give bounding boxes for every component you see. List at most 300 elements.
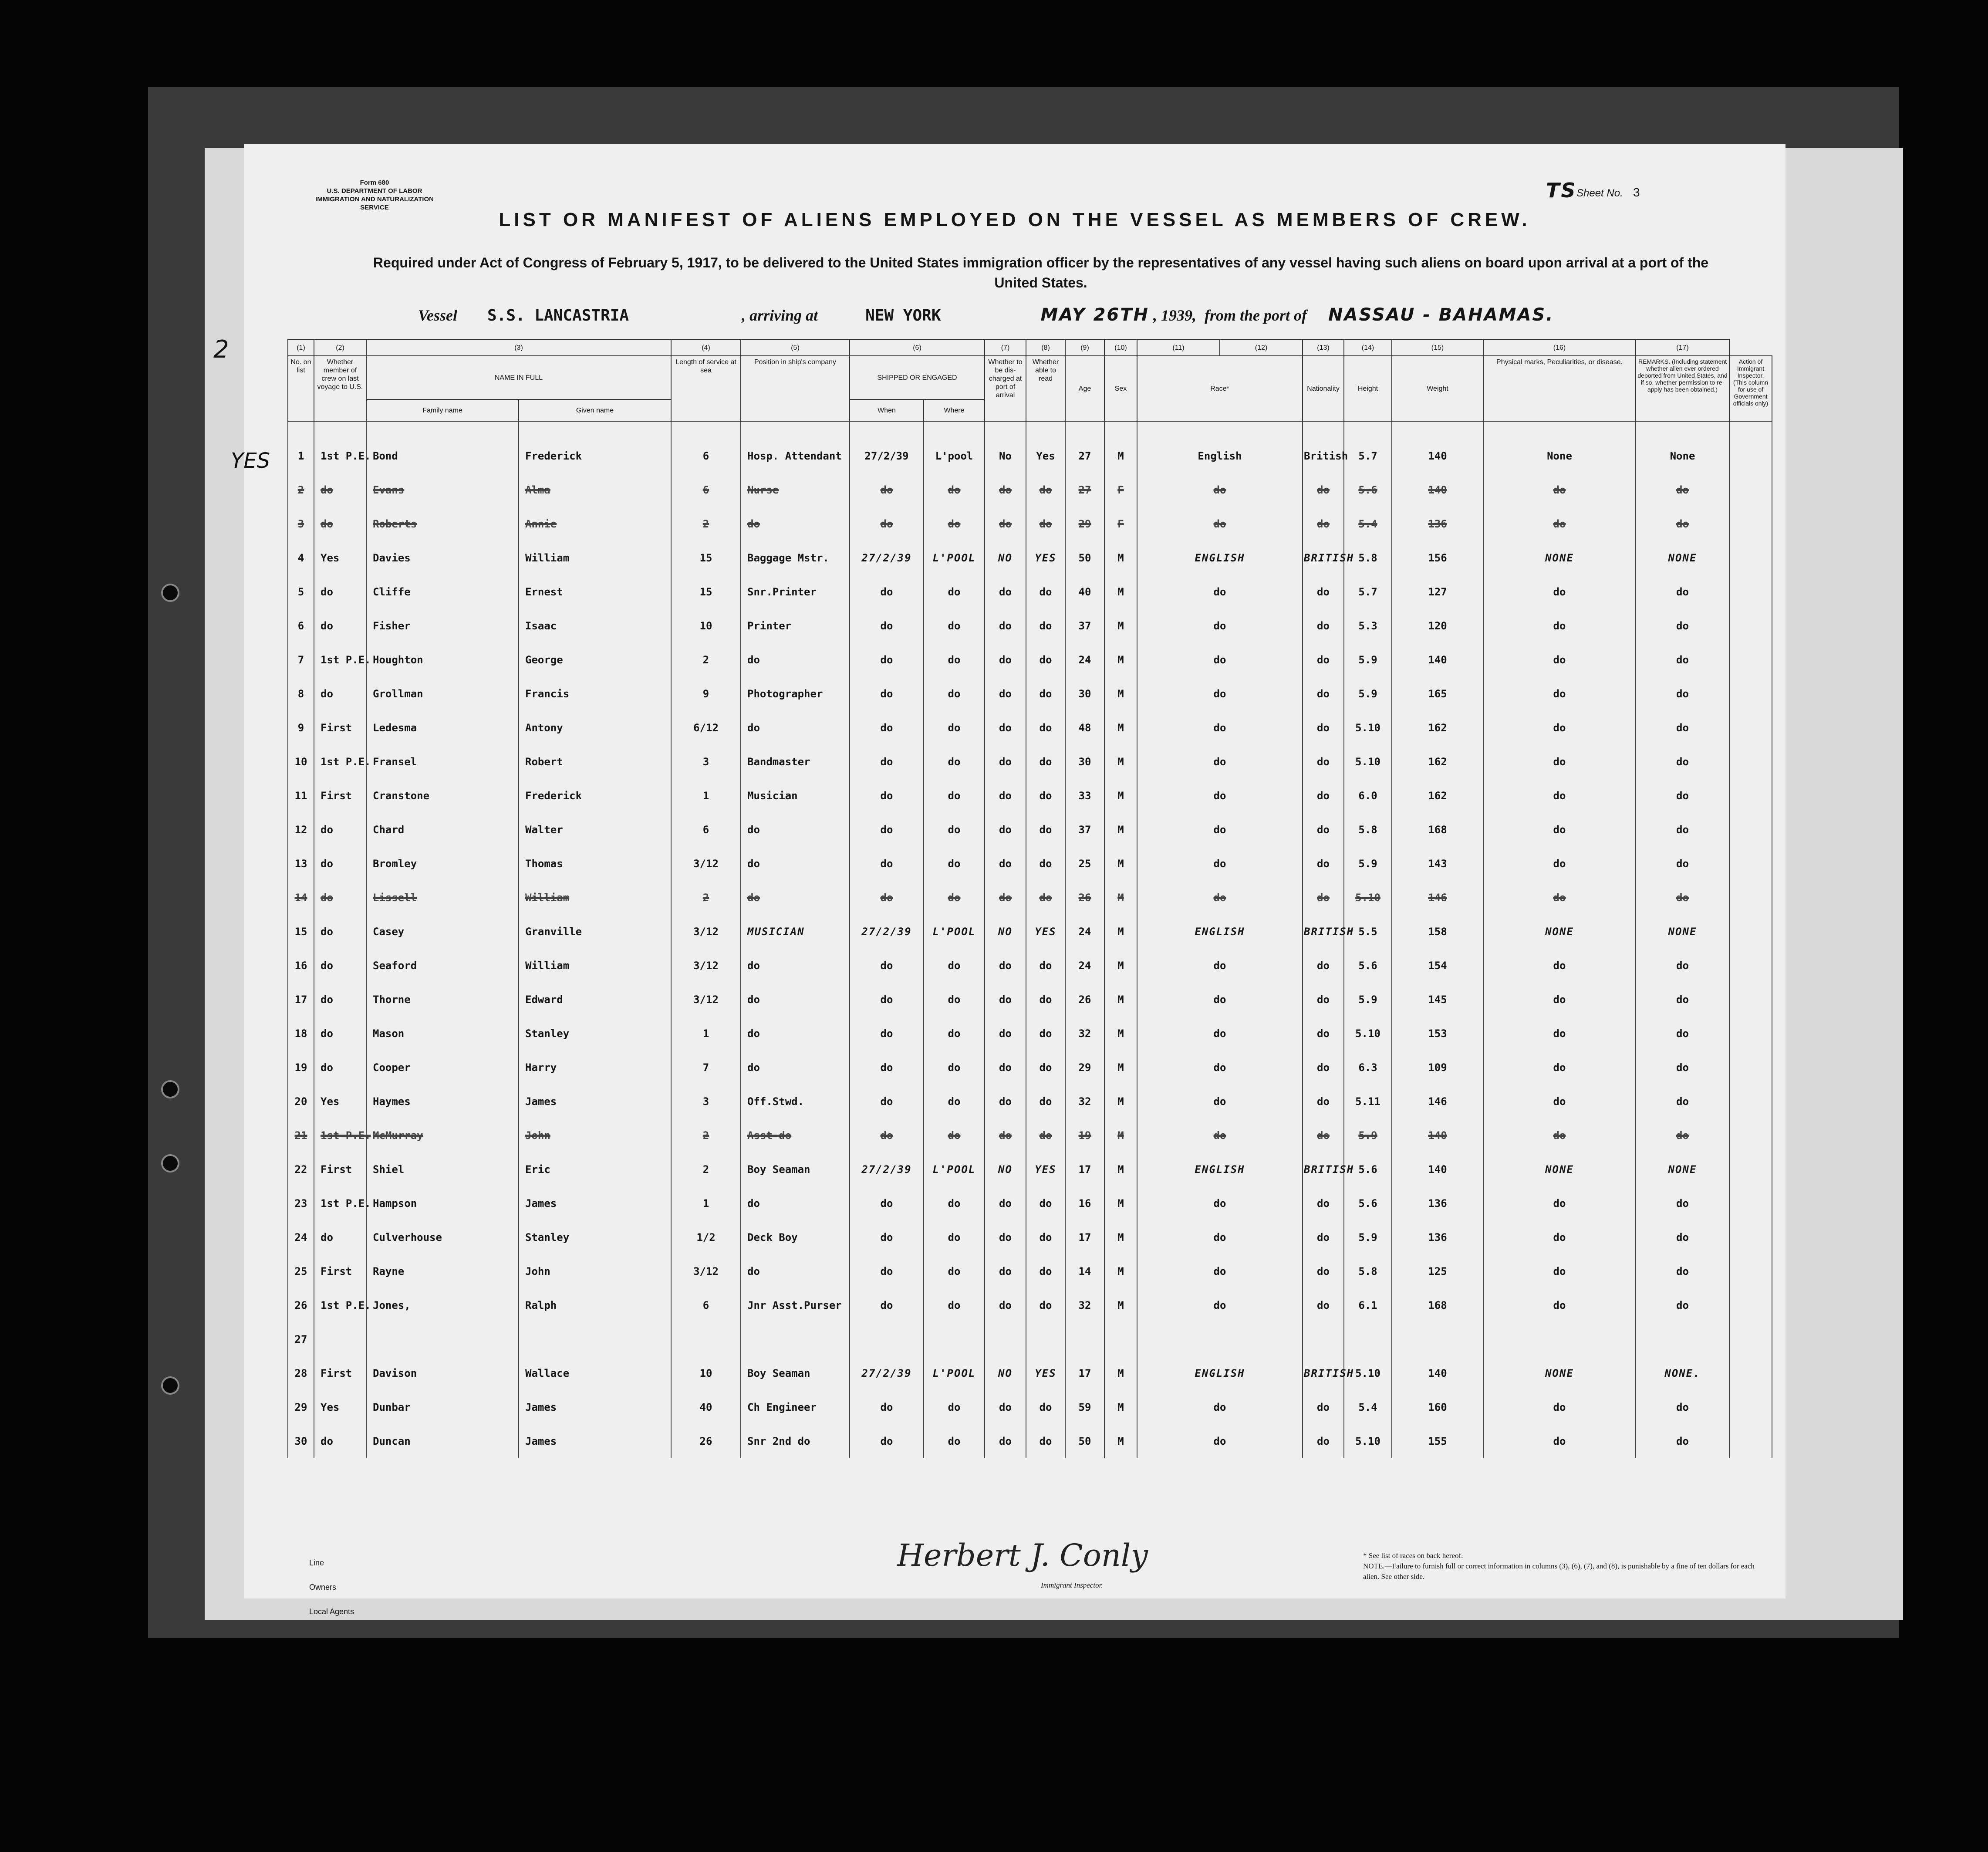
discharged-cell: NO (985, 541, 1026, 575)
table-row (288, 1322, 1772, 1356)
length-of-service-cell: 2 (671, 507, 741, 541)
height-cell: 5.9 (1344, 643, 1392, 677)
col-num-9: (9) (1065, 339, 1104, 356)
sex-cell: M (1104, 1254, 1137, 1288)
family-name-cell: Cooper (366, 1051, 519, 1085)
penalty-note: NOTE.—Failure to furnish full or correct information in columns (3), (6), (7), and (8), is punishable by a fine of ten dollars for each alien. See other side. (1363, 1562, 1755, 1581)
header-sex: Sex (1104, 356, 1137, 421)
length-of-service-cell: 9 (671, 677, 741, 711)
age-cell: 37 (1065, 813, 1104, 847)
physical-marks-cell: do (1483, 643, 1636, 677)
service-name: IMMIGRATION AND NATURALIZATION SERVICE (315, 196, 434, 211)
position-cell: Musician (741, 779, 850, 813)
weight-cell (1392, 1322, 1483, 1356)
discharged-cell: do (985, 779, 1026, 813)
given-name-cell: Francis (519, 677, 671, 711)
header-member: Whether member of crew on last voyage to U.S. (314, 356, 366, 421)
family-name-cell: Cranstone (366, 779, 519, 813)
table-row (288, 745, 1772, 779)
discharged-cell: do (985, 1220, 1026, 1254)
discharged-cell: do (985, 881, 1026, 915)
weight-cell: 160 (1392, 1390, 1483, 1424)
position-cell: Photographer (741, 677, 850, 711)
shipped-where-cell: do (924, 949, 985, 983)
header-height: Height (1344, 356, 1392, 421)
header-read: Whether able to read (1026, 356, 1065, 421)
footer-labels (309, 1551, 354, 1624)
family-name-cell: Mason (366, 1017, 519, 1051)
height-cell: 5.4 (1344, 507, 1392, 541)
remarks-cell: do (1636, 1119, 1729, 1152)
weight-cell: 125 (1392, 1254, 1483, 1288)
document-subtitle: Required under Act of Congress of February 5, 1917, to be delivered to the United States immigration officer by the representatives of any vessel having such aliens on board upon arrival at a port of the United States. (373, 255, 1709, 291)
discharged-cell: do (985, 711, 1026, 745)
able-to-read-cell: do (1026, 1119, 1065, 1152)
margin-mark-yes: YES (231, 449, 270, 473)
inspector-action-cell (1729, 473, 1772, 507)
remarks-cell: do (1636, 643, 1729, 677)
row-number-cell: 15 (288, 915, 314, 949)
weight-cell: 140 (1392, 1152, 1483, 1186)
shipped-where-cell: do (924, 847, 985, 881)
nationality-cell (1303, 1322, 1344, 1356)
sex-cell (1104, 1322, 1137, 1356)
nationality-cell: do (1303, 609, 1344, 643)
given-name-cell: William (519, 881, 671, 915)
inspector-label: Immigrant Inspector. (1041, 1581, 1103, 1589)
able-to-read-cell: do (1026, 473, 1065, 507)
height-cell: 5.8 (1344, 541, 1392, 575)
weight-cell: 140 (1392, 1119, 1483, 1152)
inspector-action-cell (1729, 541, 1772, 575)
weight-cell: 158 (1392, 915, 1483, 949)
member-of-crew-cell: do (314, 1424, 366, 1458)
nationality-cell: BRITISH (1303, 1356, 1344, 1390)
table-row (288, 473, 1772, 507)
shipped-where-cell: do (924, 881, 985, 915)
discharged-cell (985, 1322, 1026, 1356)
shipped-when-cell: do (850, 1254, 924, 1288)
weight-cell: 168 (1392, 813, 1483, 847)
weight-cell: 165 (1392, 677, 1483, 711)
race-cell: do (1137, 1288, 1303, 1322)
inspector-action-cell (1729, 575, 1772, 609)
given-name-cell: James (519, 1186, 671, 1220)
discharged-cell: do (985, 1119, 1026, 1152)
col-num-2: (2) (314, 339, 366, 356)
able-to-read-cell: do (1026, 881, 1065, 915)
nationality-cell: do (1303, 473, 1344, 507)
height-cell: 5.6 (1344, 1152, 1392, 1186)
header-when: When (850, 399, 924, 421)
discharged-cell: NO (985, 1152, 1026, 1186)
physical-marks-cell: do (1483, 473, 1636, 507)
height-cell: 5.9 (1344, 1220, 1392, 1254)
table-row (288, 1390, 1772, 1424)
nationality-cell: do (1303, 745, 1344, 779)
able-to-read-cell: do (1026, 745, 1065, 779)
discharged-cell: do (985, 1424, 1026, 1458)
able-to-read-cell: do (1026, 575, 1065, 609)
family-name-cell: Dunbar (366, 1390, 519, 1424)
shipped-when-cell: do (850, 1017, 924, 1051)
position-cell: Asst do (741, 1119, 850, 1152)
col-num-11: (11) (1137, 339, 1220, 356)
shipped-where-cell: do (924, 1119, 985, 1152)
shipped-where-cell: do (924, 1186, 985, 1220)
length-of-service-cell: 1 (671, 1017, 741, 1051)
margin-mark-number: 2 (213, 335, 229, 364)
age-cell: 30 (1065, 745, 1104, 779)
age-cell: 29 (1065, 1051, 1104, 1085)
physical-marks-cell: do (1483, 677, 1636, 711)
race-cell: ENGLISH (1137, 541, 1303, 575)
member-of-crew-cell: do (314, 847, 366, 881)
remarks-cell: NONE (1636, 915, 1729, 949)
shipped-where-cell: do (924, 1288, 985, 1322)
physical-marks-cell: do (1483, 575, 1636, 609)
inspector-action-cell (1729, 1152, 1772, 1186)
remarks-cell: do (1636, 881, 1729, 915)
given-name-cell: Walter (519, 813, 671, 847)
height-cell: 5.10 (1344, 1356, 1392, 1390)
table-row (288, 779, 1772, 813)
table-row (288, 575, 1772, 609)
family-name-cell: Houghton (366, 643, 519, 677)
row-number-cell: 13 (288, 847, 314, 881)
weight-cell: 143 (1392, 847, 1483, 881)
sex-cell: M (1104, 983, 1137, 1017)
member-of-crew-cell: do (314, 915, 366, 949)
position-cell: Ch Engineer (741, 1390, 850, 1424)
inspector-action-cell (1729, 949, 1772, 983)
position-cell: do (741, 813, 850, 847)
shipped-where-cell: do (924, 1254, 985, 1288)
weight-cell: 140 (1392, 473, 1483, 507)
position-cell: Hosp. Attendant (741, 421, 850, 473)
family-name-cell: Seaford (366, 949, 519, 983)
able-to-read-cell: do (1026, 1186, 1065, 1220)
race-cell: English (1137, 421, 1303, 473)
race-cell: do (1137, 1220, 1303, 1254)
remarks-cell: do (1636, 507, 1729, 541)
form-header (305, 179, 444, 212)
race-cell: do (1137, 1051, 1303, 1085)
able-to-read-cell: do (1026, 949, 1065, 983)
crew-manifest-table (287, 339, 1772, 1458)
discharged-cell: NO (985, 915, 1026, 949)
nationality-cell: do (1303, 983, 1344, 1017)
age-cell: 33 (1065, 779, 1104, 813)
discharged-cell: do (985, 847, 1026, 881)
position-cell (741, 1322, 850, 1356)
shipped-where-cell: L'POOL (924, 1152, 985, 1186)
weight-cell: 162 (1392, 779, 1483, 813)
row-number-cell: 3 (288, 507, 314, 541)
able-to-read-cell: YES (1026, 915, 1065, 949)
age-cell: 26 (1065, 881, 1104, 915)
given-name-cell: James (519, 1085, 671, 1119)
sheet-number-label: Sheet No. (1576, 187, 1623, 199)
race-cell: ENGLISH (1137, 1356, 1303, 1390)
col-num-6: (6) (850, 339, 985, 356)
sex-cell: M (1104, 711, 1137, 745)
table-row (288, 1220, 1772, 1254)
member-of-crew-cell: do (314, 813, 366, 847)
manifest-body (288, 421, 1772, 1458)
shipped-when-cell: do (850, 847, 924, 881)
sex-cell: M (1104, 745, 1137, 779)
row-number-cell: 22 (288, 1152, 314, 1186)
table-row (288, 847, 1772, 881)
race-cell: do (1137, 1254, 1303, 1288)
member-of-crew-cell: 1st P.E. (314, 421, 366, 473)
shipped-when-cell: do (850, 1085, 924, 1119)
physical-marks-cell: do (1483, 813, 1636, 847)
row-number-cell: 2 (288, 473, 314, 507)
able-to-read-cell: do (1026, 507, 1065, 541)
remarks-cell: do (1636, 1085, 1729, 1119)
discharged-cell: do (985, 1390, 1026, 1424)
inspector-action-cell (1729, 745, 1772, 779)
from-port: NASSAU - BAHAMAS. (1328, 305, 1554, 325)
race-cell: do (1137, 1119, 1303, 1152)
remarks-cell: do (1636, 847, 1729, 881)
department-name: U.S. DEPARTMENT OF LABOR (327, 187, 422, 195)
family-name-cell: Culverhouse (366, 1220, 519, 1254)
length-of-service-cell: 15 (671, 575, 741, 609)
sex-cell: M (1104, 915, 1137, 949)
age-cell: 30 (1065, 677, 1104, 711)
given-name-cell: Harry (519, 1051, 671, 1085)
remarks-cell: do (1636, 609, 1729, 643)
nationality-cell: do (1303, 779, 1344, 813)
age-cell: 24 (1065, 915, 1104, 949)
sex-cell: M (1104, 643, 1137, 677)
shipped-when-cell: 27/2/39 (850, 1152, 924, 1186)
able-to-read-cell: do (1026, 677, 1065, 711)
age-cell: 26 (1065, 983, 1104, 1017)
inspector-action-cell (1729, 609, 1772, 643)
discharged-cell: No (985, 421, 1026, 473)
shipped-where-cell: do (924, 1017, 985, 1051)
family-name-cell: McMurray (366, 1119, 519, 1152)
member-of-crew-cell: do (314, 507, 366, 541)
length-of-service-cell: 3/12 (671, 915, 741, 949)
position-cell: do (741, 643, 850, 677)
row-number-cell: 28 (288, 1356, 314, 1390)
nationality-cell: do (1303, 1220, 1344, 1254)
age-cell: 50 (1065, 541, 1104, 575)
family-name-cell: Davison (366, 1356, 519, 1390)
remarks-cell: do (1636, 949, 1729, 983)
header-no: No. on list (288, 356, 314, 421)
shipped-when-cell: 27/2/39 (850, 915, 924, 949)
shipped-when-cell: do (850, 643, 924, 677)
sex-cell: M (1104, 609, 1137, 643)
header-where: Where (924, 399, 985, 421)
age-cell: 29 (1065, 507, 1104, 541)
length-of-service-cell: 26 (671, 1424, 741, 1458)
family-name-cell: Casey (366, 915, 519, 949)
sex-cell: M (1104, 1085, 1137, 1119)
length-of-service-cell: 40 (671, 1390, 741, 1424)
header-given: Given name (519, 399, 671, 421)
position-cell: do (741, 847, 850, 881)
shipped-where-cell: L'POOL (924, 541, 985, 575)
given-name-cell: Frederick (519, 421, 671, 473)
height-cell: 5.7 (1344, 421, 1392, 473)
able-to-read-cell (1026, 1322, 1065, 1356)
member-of-crew-cell (314, 1322, 366, 1356)
row-number-cell: 20 (288, 1085, 314, 1119)
inspector-signature: Herbert J. Conly (897, 1538, 1148, 1573)
shipped-when-cell: do (850, 1119, 924, 1152)
member-of-crew-cell: 1st P.E. (314, 1186, 366, 1220)
sex-cell: M (1104, 1288, 1137, 1322)
shipped-where-cell: do (924, 1424, 985, 1458)
height-cell (1344, 1322, 1392, 1356)
height-cell: 5.8 (1344, 813, 1392, 847)
age-cell: 27 (1065, 421, 1104, 473)
inspector-action-cell (1729, 847, 1772, 881)
header-row (288, 356, 1772, 399)
arrival-year: , 1939, (1153, 307, 1197, 324)
family-name-cell: Fransel (366, 745, 519, 779)
nationality-cell: British (1303, 421, 1344, 473)
physical-marks-cell: do (1483, 1220, 1636, 1254)
age-cell: 14 (1065, 1254, 1104, 1288)
nationality-cell: BRITISH (1303, 541, 1344, 575)
length-of-service-cell: 10 (671, 1356, 741, 1390)
sex-cell: M (1104, 1152, 1137, 1186)
table-row (288, 1356, 1772, 1390)
member-of-crew-cell: First (314, 1152, 366, 1186)
remarks-cell: None (1636, 421, 1729, 473)
table-row (288, 1085, 1772, 1119)
member-of-crew-cell: do (314, 473, 366, 507)
remarks-cell: do (1636, 983, 1729, 1017)
member-of-crew-cell: First (314, 779, 366, 813)
discharged-cell: do (985, 745, 1026, 779)
discharged-cell: do (985, 949, 1026, 983)
race-cell: do (1137, 473, 1303, 507)
member-of-crew-cell: do (314, 1220, 366, 1254)
col-num-3: (3) (366, 339, 671, 356)
length-of-service-cell: 6 (671, 473, 741, 507)
physical-marks-cell: NONE (1483, 1356, 1636, 1390)
family-name-cell: Bond (366, 421, 519, 473)
race-cell (1137, 1322, 1303, 1356)
given-name-cell: Stanley (519, 1220, 671, 1254)
nationality-cell: do (1303, 643, 1344, 677)
inspector-action-cell (1729, 813, 1772, 847)
able-to-read-cell: YES (1026, 1152, 1065, 1186)
length-of-service-cell: 2 (671, 1152, 741, 1186)
position-cell: MUSICIAN (741, 915, 850, 949)
table-row (288, 711, 1772, 745)
member-of-crew-cell: do (314, 949, 366, 983)
discharged-cell: do (985, 1288, 1026, 1322)
race-cell: ENGLISH (1137, 1152, 1303, 1186)
weight-cell: 153 (1392, 1017, 1483, 1051)
shipped-when-cell: do (850, 1051, 924, 1085)
able-to-read-cell: YES (1026, 541, 1065, 575)
race-cell: do (1137, 677, 1303, 711)
race-cell: ENGLISH (1137, 915, 1303, 949)
given-name-cell: Stanley (519, 1017, 671, 1051)
physical-marks-cell: do (1483, 609, 1636, 643)
shipped-when-cell: do (850, 1220, 924, 1254)
length-of-service-cell: 6 (671, 421, 741, 473)
binder-hole-icon (161, 584, 179, 602)
age-cell: 37 (1065, 609, 1104, 643)
weight-cell: 109 (1392, 1051, 1483, 1085)
given-name-cell: Robert (519, 745, 671, 779)
shipped-where-cell: do (924, 1051, 985, 1085)
row-number-cell: 7 (288, 643, 314, 677)
remarks-cell: do (1636, 677, 1729, 711)
position-cell: Snr.Printer (741, 575, 850, 609)
shipped-when-cell: 27/2/39 (850, 541, 924, 575)
able-to-read-cell: Yes (1026, 421, 1065, 473)
height-cell: 5.6 (1344, 949, 1392, 983)
family-name-cell: Grollman (366, 677, 519, 711)
table-row (288, 949, 1772, 983)
sex-cell: M (1104, 1186, 1137, 1220)
table-row (288, 677, 1772, 711)
arrival-date: MAY 26TH (1040, 305, 1150, 325)
remarks-cell: NONE. (1636, 1356, 1729, 1390)
table-row (288, 983, 1772, 1017)
physical-marks-cell: do (1483, 1288, 1636, 1322)
age-cell: 40 (1065, 575, 1104, 609)
physical-marks-cell: do (1483, 507, 1636, 541)
position-cell: do (741, 1051, 850, 1085)
able-to-read-cell: do (1026, 779, 1065, 813)
shipped-when-cell: do (850, 507, 924, 541)
race-cell: do (1137, 575, 1303, 609)
sex-cell: M (1104, 779, 1137, 813)
member-of-crew-cell: do (314, 1051, 366, 1085)
family-name-cell: Haymes (366, 1085, 519, 1119)
remarks-cell: do (1636, 575, 1729, 609)
inspector-action-cell (1729, 643, 1772, 677)
race-cell: do (1137, 507, 1303, 541)
row-number-cell: 5 (288, 575, 314, 609)
given-name-cell: John (519, 1119, 671, 1152)
member-of-crew-cell: 1st P.E. (314, 1288, 366, 1322)
height-cell: 6.0 (1344, 779, 1392, 813)
remarks-cell: do (1636, 473, 1729, 507)
inspector-action-cell (1729, 507, 1772, 541)
able-to-read-cell: do (1026, 1288, 1065, 1322)
shipped-where-cell: do (924, 779, 985, 813)
sex-cell: M (1104, 421, 1137, 473)
given-name-cell: Isaac (519, 609, 671, 643)
nationality-cell: do (1303, 711, 1344, 745)
position-cell: Printer (741, 609, 850, 643)
remarks-cell: do (1636, 1186, 1729, 1220)
nationality-cell: do (1303, 575, 1344, 609)
binder-hole-icon (161, 1376, 179, 1395)
position-cell: do (741, 949, 850, 983)
able-to-read-cell: YES (1026, 1356, 1065, 1390)
length-of-service-cell: 3 (671, 1085, 741, 1119)
height-cell: 5.6 (1344, 1186, 1392, 1220)
given-name-cell: George (519, 643, 671, 677)
length-of-service-cell: 1 (671, 1186, 741, 1220)
